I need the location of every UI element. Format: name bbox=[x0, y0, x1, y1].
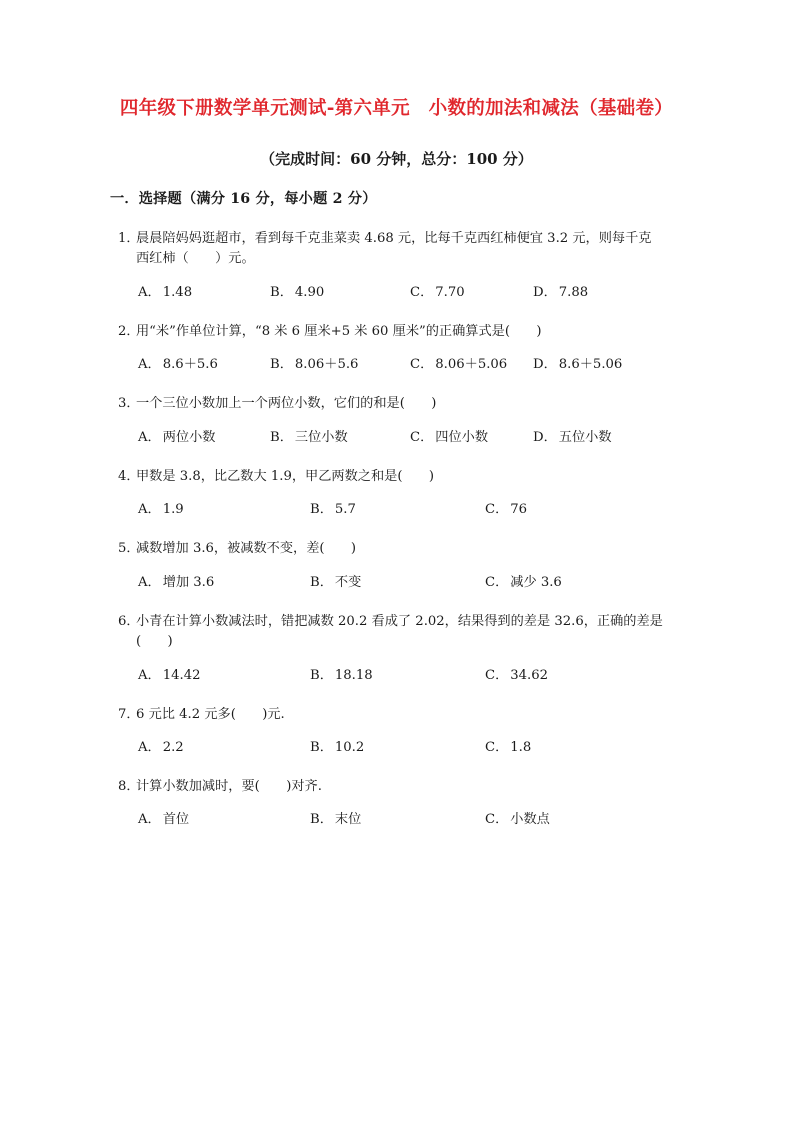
option-text: 末位 bbox=[334, 812, 362, 828]
option-choice[interactable] bbox=[485, 738, 531, 758]
question-stem bbox=[110, 612, 682, 653]
option-text: 34.62 bbox=[510, 667, 549, 683]
option-letter: C． bbox=[485, 574, 509, 590]
option-text: 8.6＋5.6 bbox=[162, 357, 218, 373]
question-text-line: 甲数是 3.8，比乙数大 1.9，甲乙两数之和是( ) bbox=[136, 468, 434, 484]
question-text-line: 一个三位小数加上一个两位小数，它们的和是( ) bbox=[136, 396, 437, 412]
option-choice[interactable] bbox=[533, 355, 622, 375]
option-choice[interactable] bbox=[410, 283, 465, 303]
question-item bbox=[110, 777, 682, 831]
option-choice[interactable] bbox=[138, 738, 184, 758]
option-text: 7.70 bbox=[435, 284, 465, 300]
option-letter: B． bbox=[310, 502, 333, 518]
question-text-line: 用“米”作单位计算，“8 米 6 厘米+5 米 60 厘米”的正确算式是( ) bbox=[136, 323, 542, 339]
option-text: 增加 3.6 bbox=[162, 574, 215, 590]
option-choice[interactable] bbox=[310, 738, 364, 758]
question-number: 4． bbox=[118, 468, 140, 484]
option-letter: A． bbox=[138, 812, 161, 828]
question-stem bbox=[110, 229, 682, 270]
question-item bbox=[110, 229, 682, 304]
option-letter: B． bbox=[310, 812, 333, 828]
option-choice[interactable] bbox=[310, 500, 356, 520]
option-choice[interactable] bbox=[410, 428, 488, 448]
question-item bbox=[110, 394, 682, 448]
question-options bbox=[110, 573, 682, 594]
option-choice[interactable] bbox=[138, 573, 214, 593]
question-text-continuation: 西红柿（ ）元。 bbox=[136, 251, 255, 267]
option-choice[interactable] bbox=[485, 573, 562, 593]
question-item bbox=[110, 467, 682, 521]
question-number: 3． bbox=[118, 396, 140, 412]
questions-list bbox=[110, 229, 682, 832]
question-options bbox=[110, 810, 682, 831]
option-choice[interactable] bbox=[138, 283, 192, 303]
option-text: 三位小数 bbox=[294, 429, 348, 445]
option-letter: C． bbox=[410, 357, 434, 373]
option-choice[interactable] bbox=[533, 428, 612, 448]
option-text: 不变 bbox=[334, 574, 362, 590]
option-text: 14.42 bbox=[162, 667, 201, 683]
question-options bbox=[110, 283, 682, 304]
question-text-line: 晨晨陪妈妈逛超市，看到每千克韭菜卖 4.68 元，比每千克西红柿便宜 3.2 元，则每千克 bbox=[136, 230, 652, 246]
question-stem bbox=[110, 467, 682, 487]
option-choice[interactable] bbox=[270, 283, 324, 303]
option-choice[interactable] bbox=[310, 666, 373, 686]
question-stem bbox=[110, 539, 682, 559]
option-text: 7.88 bbox=[558, 284, 589, 300]
question-text-line: 减数增加 3.6，被减数不变，差( ) bbox=[136, 541, 357, 557]
option-letter: A． bbox=[138, 502, 161, 518]
question-options bbox=[110, 738, 682, 759]
option-text: 4.90 bbox=[294, 284, 325, 300]
option-text: 1.48 bbox=[162, 284, 193, 300]
option-text: 76 bbox=[510, 502, 528, 518]
question-options bbox=[110, 666, 682, 687]
option-letter: D． bbox=[533, 429, 557, 445]
option-choice[interactable] bbox=[533, 283, 588, 303]
question-number: 8． bbox=[118, 778, 140, 794]
option-text: 18.18 bbox=[334, 667, 373, 683]
option-choice[interactable] bbox=[270, 428, 348, 448]
option-choice[interactable] bbox=[310, 573, 361, 593]
option-choice[interactable] bbox=[485, 666, 548, 686]
option-letter: A． bbox=[138, 739, 161, 755]
option-choice[interactable] bbox=[270, 355, 358, 375]
option-choice[interactable] bbox=[138, 428, 215, 448]
option-choice[interactable] bbox=[310, 810, 361, 830]
option-letter: C． bbox=[485, 739, 509, 755]
question-item bbox=[110, 705, 682, 759]
question-text-line: 6 元比 4.2 元多( )元. bbox=[136, 706, 285, 722]
question-stem bbox=[110, 322, 682, 342]
option-text: 两位小数 bbox=[162, 429, 216, 445]
document-body bbox=[110, 190, 682, 849]
option-choice[interactable] bbox=[138, 810, 189, 830]
option-text: 8.06＋5.06 bbox=[435, 357, 508, 373]
option-letter: B． bbox=[310, 574, 333, 590]
option-letter: B． bbox=[270, 429, 293, 445]
option-choice[interactable] bbox=[485, 500, 527, 520]
option-letter: B． bbox=[310, 667, 333, 683]
option-letter: C． bbox=[485, 812, 509, 828]
option-text: 减少 3.6 bbox=[510, 574, 562, 590]
option-letter: D． bbox=[533, 357, 557, 373]
section-heading: 一．选择题（满分 16 分，每小题 2 分） bbox=[110, 191, 377, 207]
option-text: 1.8 bbox=[510, 739, 532, 755]
option-letter: B． bbox=[270, 357, 293, 373]
question-number: 1． bbox=[118, 230, 140, 246]
option-letter: C． bbox=[410, 429, 434, 445]
question-item bbox=[110, 612, 682, 687]
option-choice[interactable] bbox=[138, 355, 218, 375]
question-number: 7． bbox=[118, 706, 140, 722]
option-letter: A． bbox=[138, 429, 161, 445]
option-text: 8.6＋5.06 bbox=[558, 357, 623, 373]
option-letter: C． bbox=[485, 502, 509, 518]
option-choice[interactable] bbox=[138, 500, 184, 520]
question-text-continuation: ( ) bbox=[136, 634, 173, 650]
question-number: 2． bbox=[118, 323, 140, 339]
option-choice[interactable] bbox=[138, 666, 200, 686]
question-item bbox=[110, 322, 682, 376]
question-stem bbox=[110, 705, 682, 725]
question-number: 6． bbox=[118, 613, 140, 629]
option-text: 1.9 bbox=[162, 502, 184, 518]
option-text: 小数点 bbox=[510, 812, 550, 828]
option-text: 2.2 bbox=[162, 739, 184, 755]
question-number: 5． bbox=[118, 541, 140, 557]
option-text: 首位 bbox=[162, 812, 190, 828]
option-letter: B． bbox=[310, 739, 333, 755]
option-letter: C． bbox=[485, 667, 509, 683]
option-letter: A． bbox=[138, 667, 161, 683]
page-subtitle: （完成时间：60 分钟，总分：100 分） bbox=[260, 150, 533, 168]
question-options bbox=[110, 428, 682, 449]
question-text-line: 计算小数加减时，要( )对齐. bbox=[136, 778, 322, 794]
option-text: 8.06＋5.6 bbox=[294, 357, 359, 373]
option-letter: D． bbox=[533, 284, 557, 300]
page-title: 四年级下册数学单元测试-第六单元 小数的加法和减法（基础卷） bbox=[119, 98, 674, 119]
option-letter: C． bbox=[410, 284, 434, 300]
option-choice[interactable] bbox=[410, 355, 507, 375]
question-stem bbox=[110, 777, 682, 797]
option-letter: A． bbox=[138, 284, 161, 300]
option-letter: A． bbox=[138, 357, 161, 373]
option-letter: B． bbox=[270, 284, 293, 300]
option-text: 四位小数 bbox=[435, 429, 489, 445]
question-item bbox=[110, 539, 682, 593]
question-text-line: 小青在计算小数减法时，错把减数 20.2 看成了 2.02，结果得到的差是 32.6，正确的差是 bbox=[136, 613, 663, 629]
option-text: 5.7 bbox=[334, 502, 356, 518]
question-options bbox=[110, 500, 682, 521]
option-text: 10.2 bbox=[334, 739, 365, 755]
question-stem bbox=[110, 394, 682, 414]
option-text: 五位小数 bbox=[558, 429, 612, 445]
option-choice[interactable] bbox=[485, 810, 550, 830]
option-letter: A． bbox=[138, 574, 161, 590]
question-options bbox=[110, 355, 682, 376]
